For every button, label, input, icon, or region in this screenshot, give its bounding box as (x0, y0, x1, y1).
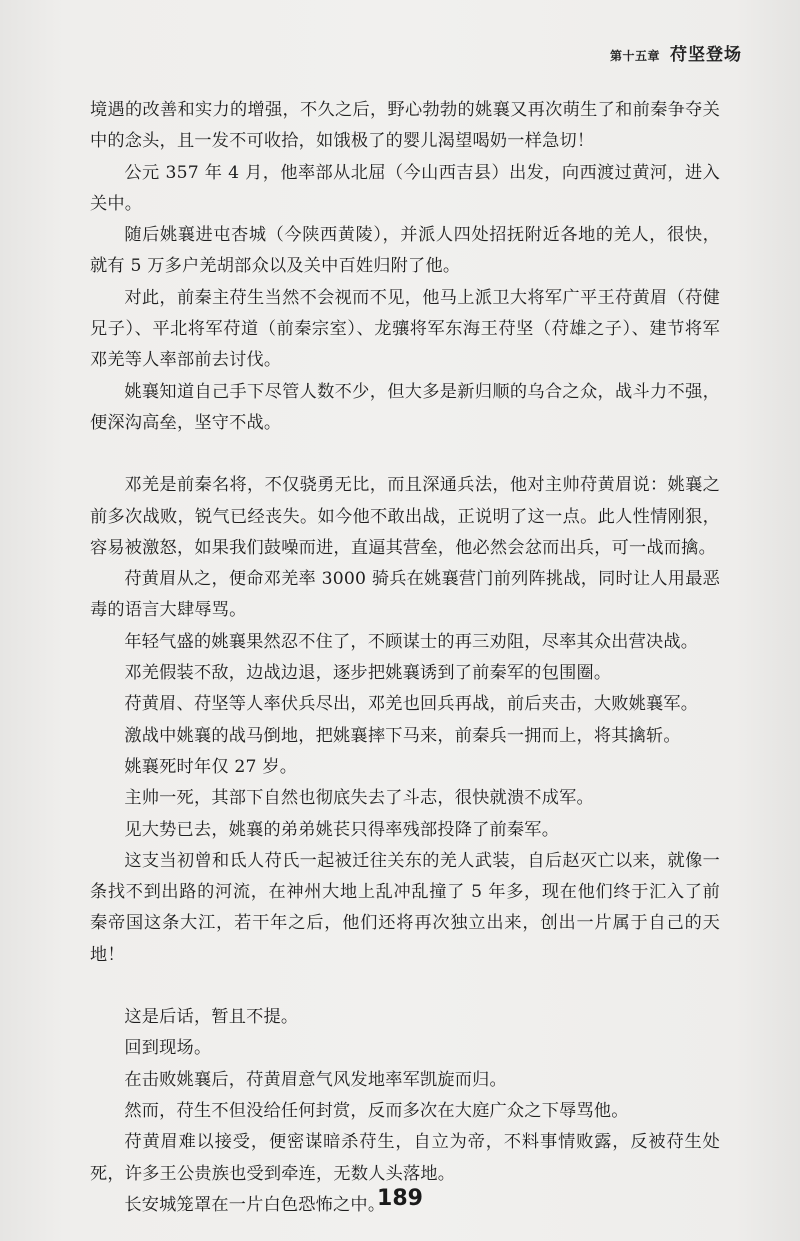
page-number: 189 (377, 1186, 423, 1211)
paragraph: 然而，苻生不但没给任何封赏，反而多次在大庭广众之下辱骂他。 (124, 1100, 629, 1121)
paragraph: 这支当初曾和氐人苻氏一起被迁往关东的羌人武装，自后赵灭亡以来，就像一条找不到出路的河流，在神州大地上乱冲乱撞了 5 年多，现在他们终于汇入了前秦帝国这条大江，若干年之后，他们还将再次独立出来，创出一片属于自己的天地！ (90, 850, 720, 965)
chapter-title: 苻坚登场 (670, 45, 742, 65)
paragraph: 姚襄死时年仅 27 岁。 (124, 756, 298, 777)
paragraph: 主帅一死，其部下自然也彻底失去了斗志，很快就溃不成军。 (124, 788, 594, 809)
running-header (610, 40, 742, 65)
paragraph-gap (90, 439, 720, 470)
paragraph: 回到现场。 (124, 1038, 212, 1059)
paragraph: 苻黄眉难以接受，便密谋暗杀苻生，自立为帝，不料事情败露，反被苻生处死，许多王公贵族也受到牵连，无数人头落地。 (90, 1132, 720, 1184)
paragraph: 境遇的改善和实力的增强，不久之后，野心勃勃的姚襄又再次萌生了和前秦争夺关中的念头，且一发不可收拾，如饿极了的婴儿渴望喝奶一样急切！ (90, 100, 720, 152)
paragraph: 对此，前秦主苻生当然不会视而不见，他马上派卫大将军广平王苻黄眉（苻健兄子）、平北将军苻道（前秦宗室）、龙骧将军东海王苻坚（苻雄之子）、建节将军邓羌等人率部前去讨伐。 (90, 287, 720, 371)
paragraph: 苻黄眉从之，便命邓羌率 3000 骑兵在姚襄营门前列阵挑战，同时让人用最恶毒的语言大肆辱骂。 (90, 569, 720, 621)
paragraph: 激战中姚襄的战马倒地，把姚襄摔下马来，前秦兵一拥而上，将其擒斩。 (124, 725, 681, 746)
paragraph: 这是后话，暂且不提。 (124, 1007, 299, 1028)
paragraph: 见大势已去，姚襄的弟弟姚苌只得率残部投降了前秦军。 (124, 819, 560, 840)
paragraph: 在击败姚襄后，苻黄眉意气风发地率军凯旋而归。 (124, 1069, 507, 1090)
paragraph-gap (90, 971, 720, 1002)
chapter-number: 第十五章 (609, 49, 660, 63)
paragraph: 邓羌假装不敌，边战边退，逐步把姚襄诱到了前秦军的包围圈。 (124, 663, 612, 684)
paragraph: 公元 357 年 4 月，他率部从北屈（今山西吉县）出发，向西渡过黄河，进入关中。 (90, 162, 720, 214)
body-text (90, 95, 720, 1221)
paragraph: 随后姚襄进屯杏城（今陕西黄陵），并派人四处招抚附近各地的羌人，很快，就有 5 万多户羌胡部众以及关中百姓归附了他。 (90, 225, 720, 277)
paragraph: 苻黄眉、苻坚等人率伏兵尽出，邓羌也回兵再战，前后夹击，大败姚襄军。 (124, 694, 699, 715)
paragraph: 长安城笼罩在一片白色恐怖之中。 (124, 1194, 386, 1215)
paragraph: 姚襄知道自己手下尽管人数不少，但大多是新归顺的乌合之众，战斗力不强，便深沟高垒，坚守不战。 (90, 381, 720, 433)
paragraph: 年轻气盛的姚襄果然忍不住了，不顾谋士的再三劝阻，尽率其众出营决战。 (124, 631, 699, 652)
paragraph: 邓羌是前秦名将，不仅骁勇无比，而且深通兵法，他对主帅苻黄眉说：姚襄之前多次战败，锐气已经丧失。如今他不敢出战，正说明了这一点。此人性情刚狠，容易被激怒，如果我们鼓噪而进，直逼其营垒，他必然会忿而出兵，可一战而擒。 (90, 475, 720, 558)
